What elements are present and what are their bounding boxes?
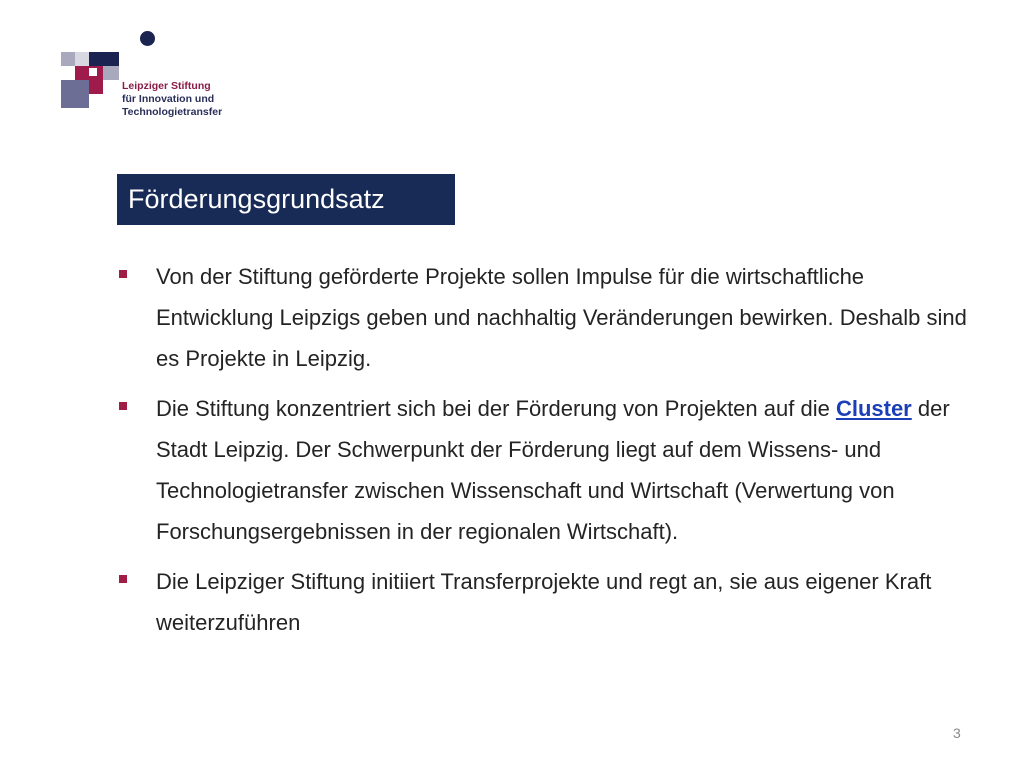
logo-line-2: für Innovation und — [122, 93, 215, 105]
cluster-link[interactable]: Cluster — [835, 396, 912, 421]
bullet-list — [117, 256, 987, 652]
logo-square — [61, 80, 89, 108]
page-number: 3 — [953, 725, 961, 741]
logo-line-1: Leipziger Stiftung — [122, 80, 211, 92]
slide-title: Förderungsgrundsatz — [117, 174, 455, 225]
bullet-item — [117, 256, 987, 379]
bullet-text-after: der Stadt Leipzig. Der Schwerpunkt der Förderung liegt auf dem Wissens- und Technologietransfer zwischen Wissenschaft und Wirtschaft (Verwertung von Forschungsergebnissen in der regionalen Wirtschaft). — [156, 396, 950, 544]
logo-line-3: Technologietransfer — [122, 106, 223, 118]
logo-dot — [140, 31, 155, 46]
logo-square — [75, 52, 89, 66]
bullet-item — [117, 388, 987, 552]
logo-square — [61, 52, 75, 66]
logo-square — [89, 68, 97, 76]
bullet-item — [117, 561, 987, 643]
foundation-logo — [58, 28, 258, 128]
logo-text — [122, 80, 222, 119]
bullet-text: Von der Stiftung geförderte Projekte sollen Impulse für die wirtschaftliche Entwicklung Leipzigs geben und nachhaltig Veränderungen bewirken. Deshalb sind es Projekte in Leipzig. — [156, 264, 967, 371]
bullet-marker — [119, 402, 127, 410]
bullet-marker — [119, 575, 127, 583]
bullet-text: Die Leipziger Stiftung initiiert Transferprojekte und regt an, sie aus eigener Kraft weiterzuführen — [156, 569, 932, 635]
bullet-text-before: Die Stiftung konzentriert sich bei der Förderung von Projekten auf die — [156, 396, 836, 421]
bullet-marker — [119, 270, 127, 278]
logo-square — [103, 66, 119, 80]
